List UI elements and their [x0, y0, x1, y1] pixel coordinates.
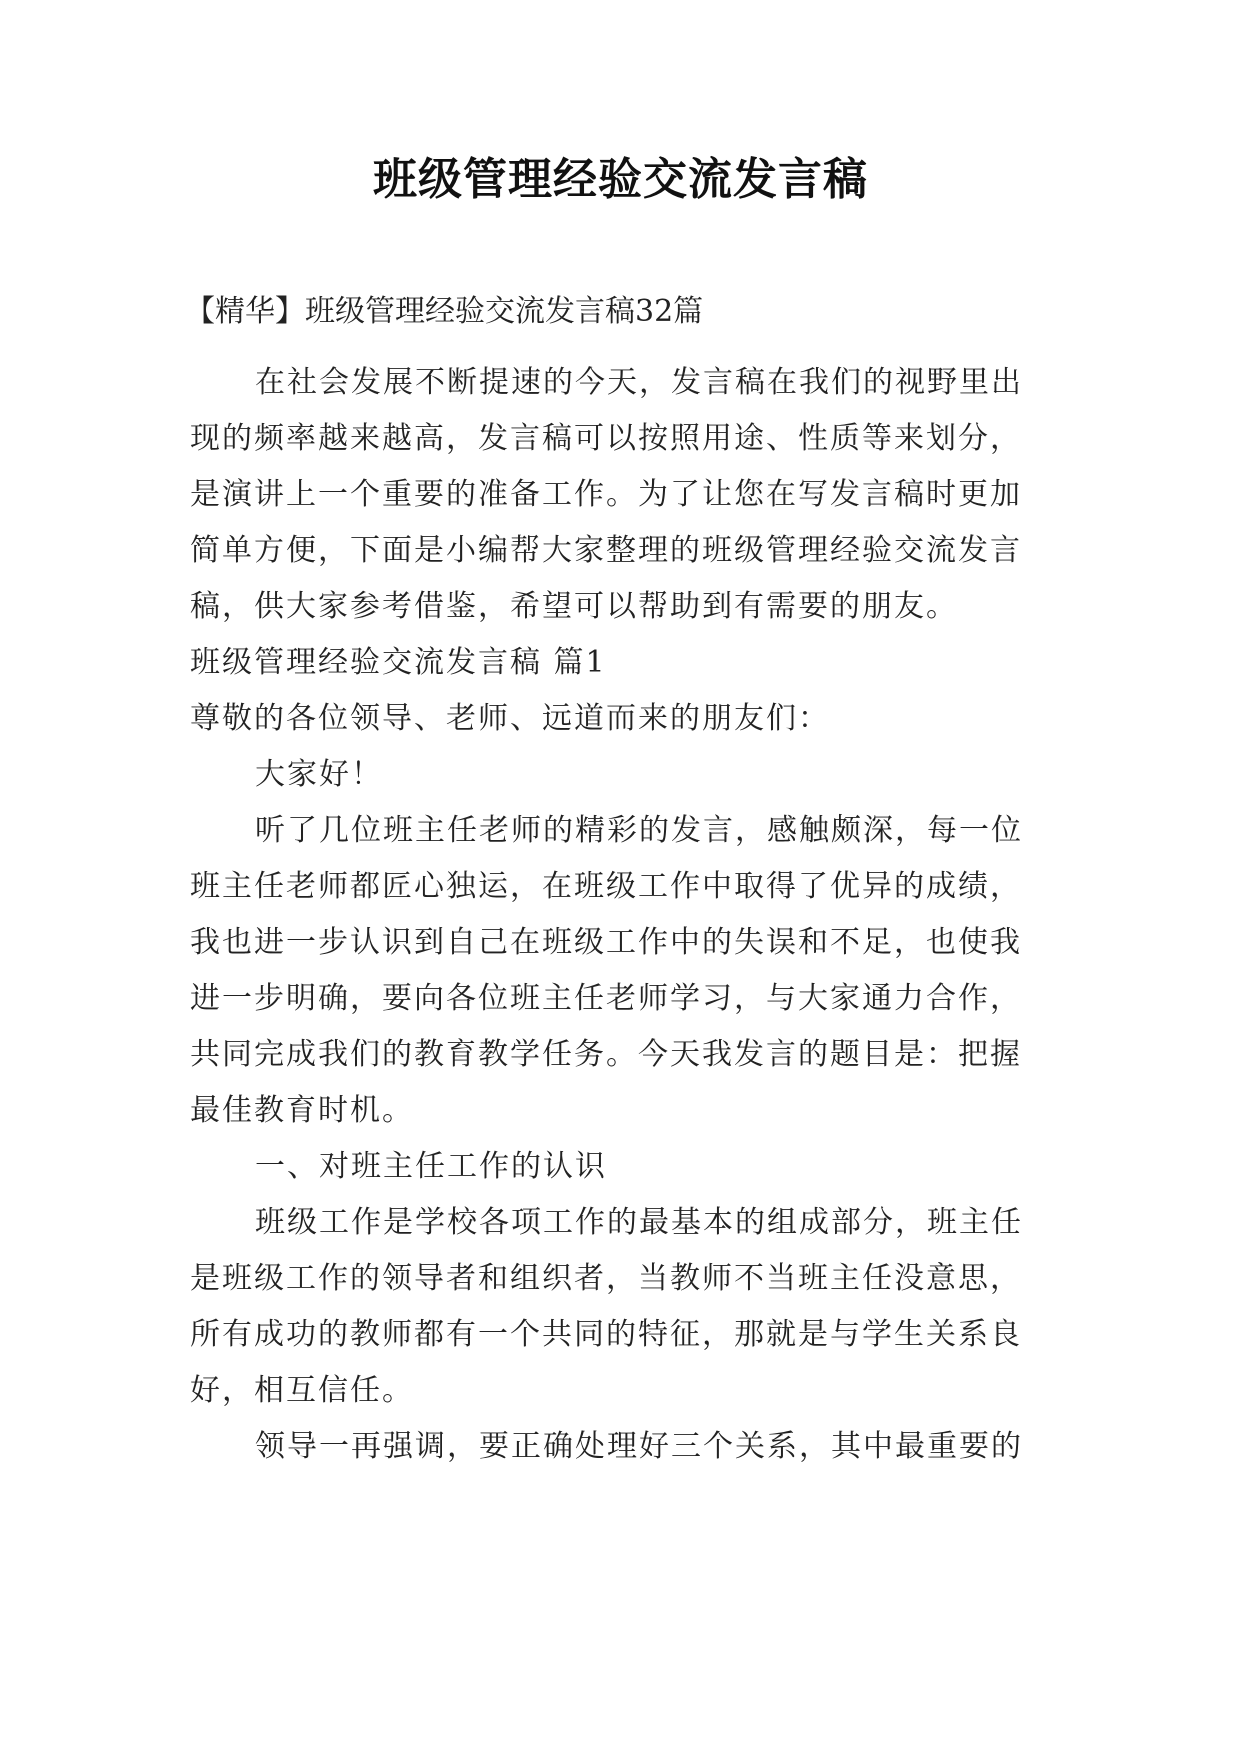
document-title: 班级管理经验交流发言稿	[373, 154, 868, 205]
paragraph-line: 领导一再强调，要正确处理好三个关系，其中最重要的	[255, 1429, 1023, 1464]
paragraph-line: 现的频率越来越高，发言稿可以按照用途、性质等来划分，	[190, 421, 1022, 456]
paragraph-line: 进一步明确，要向各位班主任老师学习，与大家通力合作，	[190, 981, 1022, 1016]
section-heading: 班级管理经验交流发言稿 篇1	[190, 645, 607, 680]
paragraph-line: 我也进一步认识到自己在班级工作中的失误和不足，也使我	[190, 925, 1022, 960]
paragraph-line: 是班级工作的领导者和组织者，当教师不当班主任没意思，	[190, 1261, 1022, 1296]
paragraph-line: 稿，供大家参考借鉴，希望可以帮助到有需要的朋友。	[190, 589, 958, 624]
document-subtitle: 【精华】班级管理经验交流发言稿32篇	[185, 294, 704, 329]
paragraph-line: 好，相互信任。	[190, 1373, 414, 1408]
paragraph-line: 最佳教育时机。	[190, 1093, 414, 1128]
paragraph-line: 简单方便，下面是小编帮大家整理的班级管理经验交流发言	[190, 533, 1022, 568]
section-subheading: 一、对班主任工作的认识	[255, 1149, 607, 1184]
paragraph-line: 所有成功的教师都有一个共同的特征，那就是与学生关系良	[190, 1317, 1022, 1352]
paragraph-line: 是演讲上一个重要的准备工作。为了让您在写发言稿时更加	[190, 477, 1022, 512]
paragraph-line: 共同完成我们的教育教学任务。今天我发言的题目是：把握	[190, 1037, 1022, 1072]
greeting-line: 大家好！	[255, 757, 383, 792]
paragraph-line: 班级工作是学校各项工作的最基本的组成部分，班主任	[255, 1205, 1023, 1240]
paragraph-line: 班主任老师都匠心独运，在班级工作中取得了优异的成绩，	[190, 869, 1022, 904]
paragraph-line: 在社会发展不断提速的今天，发言稿在我们的视野里出	[255, 365, 1023, 400]
salutation-line: 尊敬的各位领导、老师、远道而来的朋友们：	[190, 701, 830, 736]
paragraph-line: 听了几位班主任老师的精彩的发言，感触颇深，每一位	[255, 813, 1023, 848]
